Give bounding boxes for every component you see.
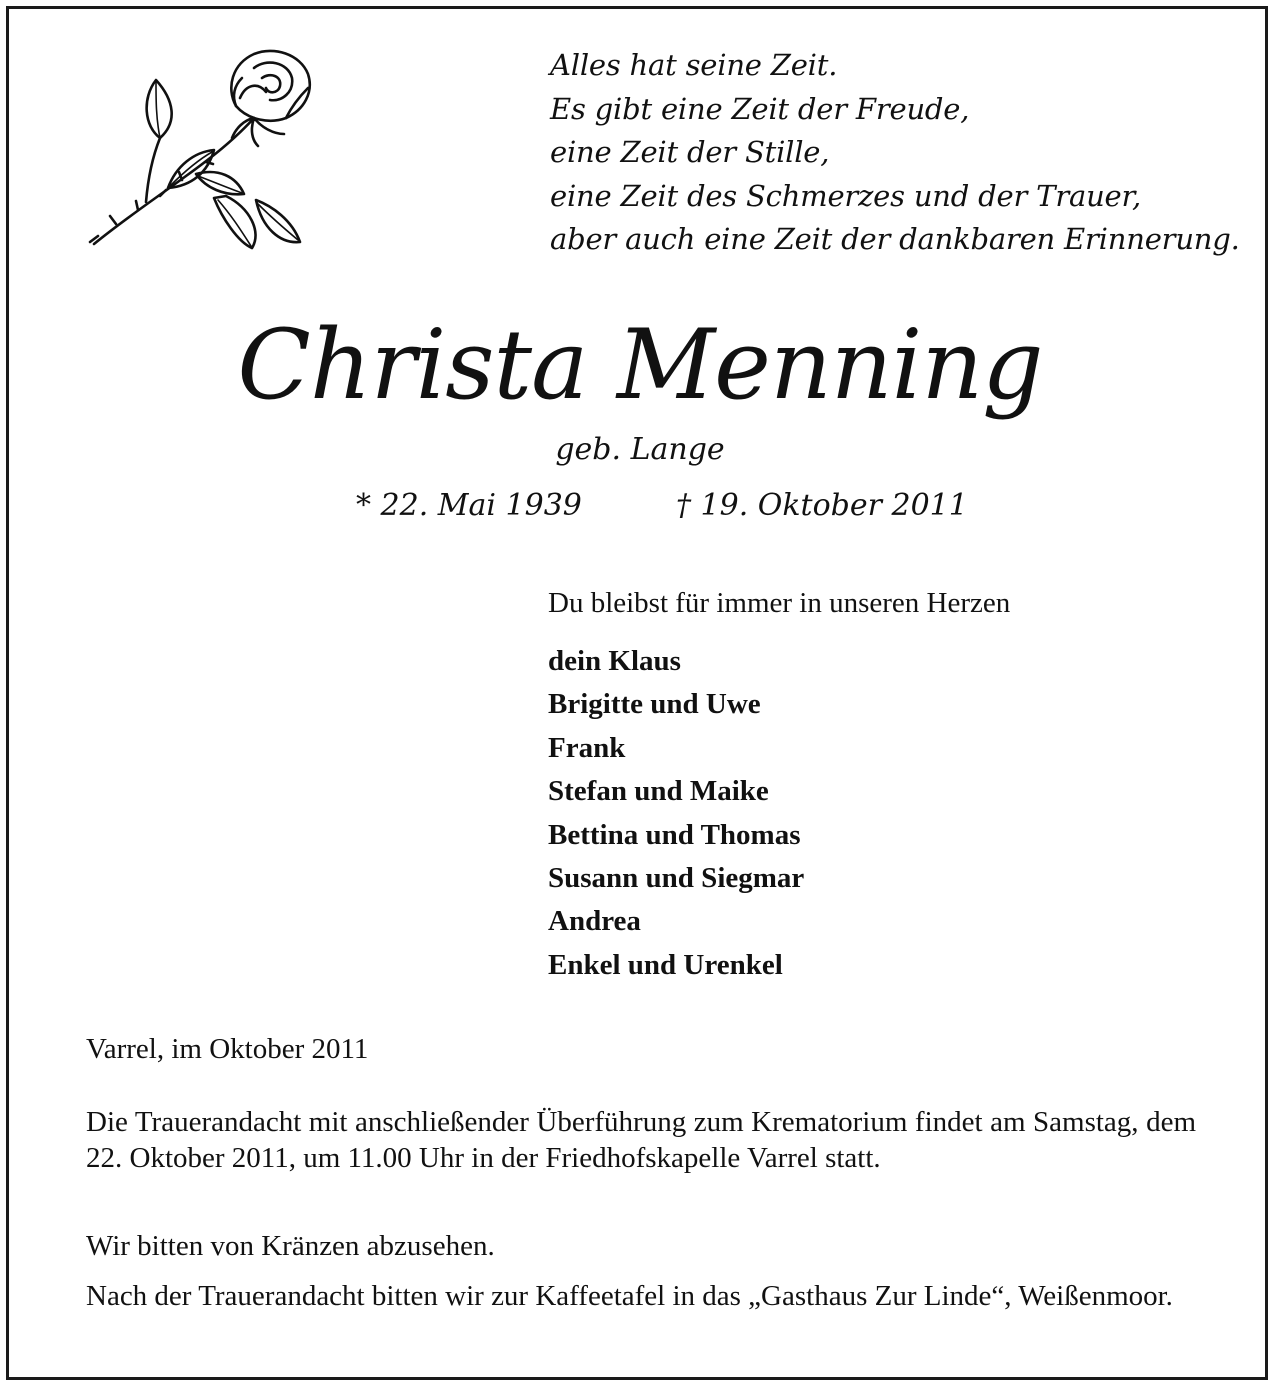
wreath-notice: Wir bitten von Kränzen abzusehen. [86, 1230, 495, 1262]
mourner-name: Frank [548, 731, 626, 764]
reception-notice: Nach der Trauerandacht bitten wir zur Kaffeetafel in das „Gasthaus Zur Linde“, Weißenmoor. [86, 1280, 1173, 1312]
poem-line: aber auch eine Zeit der dankbaren Erinnerung. [550, 222, 1240, 256]
birth-name: geb. Lange [555, 432, 725, 467]
mourner-name: Brigitte und Uwe [548, 688, 761, 721]
birth-date: * 22. Mai 1939 [356, 488, 582, 523]
death-date: † 19. Oktober 2011 [676, 488, 968, 523]
poem-line: Alles hat seine Zeit. [550, 48, 838, 82]
rose-icon [86, 48, 316, 258]
mourner-name: Bettina und Thomas [548, 818, 801, 851]
mourner-name: Andrea [548, 905, 641, 938]
poem [550, 44, 1240, 262]
place-date: Varrel, im Oktober 2011 [86, 1033, 369, 1065]
mourner-name: Enkel und Urenkel [548, 948, 783, 981]
mourner-name: Stefan und Maike [548, 775, 769, 808]
mourners-list [548, 640, 804, 987]
mourner-name: Susann und Siegmar [548, 862, 805, 895]
poem-line: eine Zeit des Schmerzes und der Trauer, [550, 178, 1142, 213]
mourner-name: dein Klaus [548, 645, 681, 677]
poem-line: eine Zeit der Stille, [550, 135, 830, 169]
dedication: Du bleibst für immer in unseren Herzen [548, 587, 1011, 619]
poem-line: Es gibt eine Zeit der Freude, [550, 91, 970, 126]
deceased-name: Christa Menning [237, 309, 1043, 421]
funeral-notice: Die Trauerandacht mit anschließender Überführung zum Krematorium findet am Samstag, dem 22. Oktober 2011, um 11.00 Uhr in der Friedhofskapelle Varrel statt. [86, 1106, 1196, 1174]
